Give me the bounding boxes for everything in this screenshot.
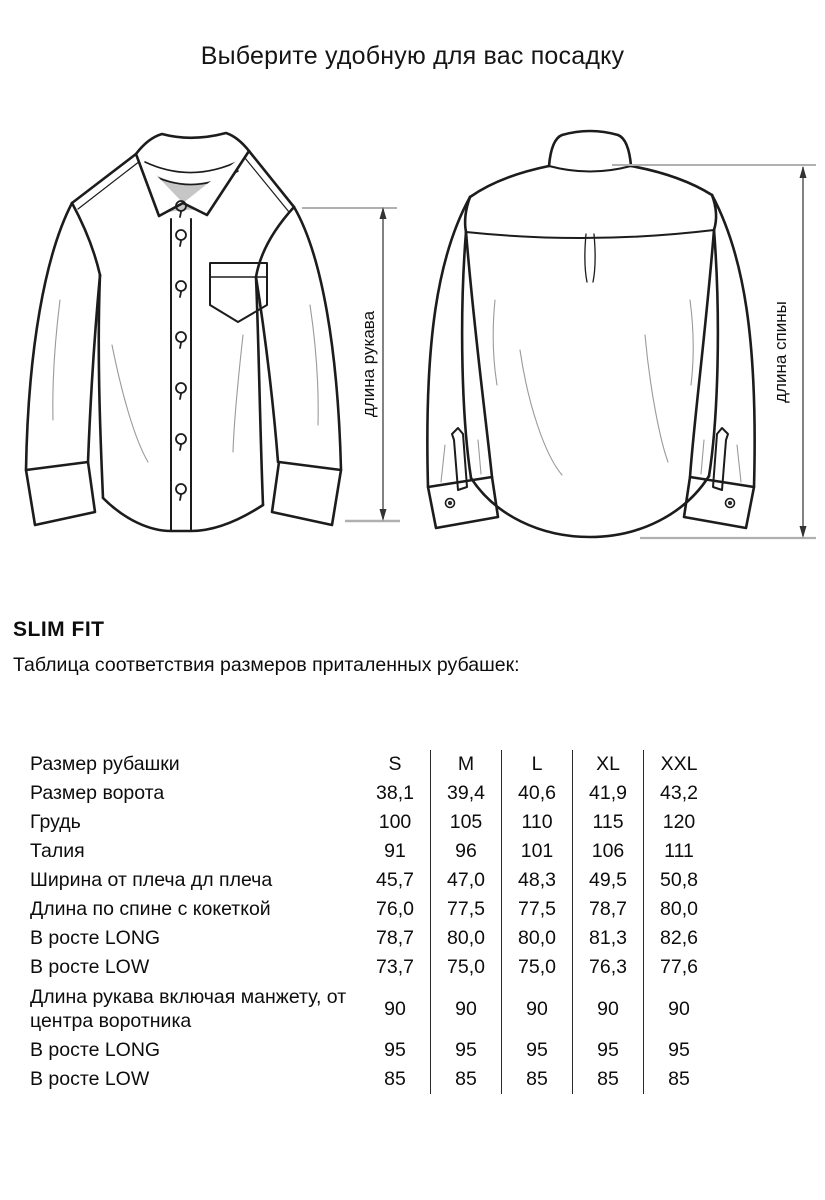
sleeve-length-label: длина рукава (359, 310, 378, 418)
size-row-label: В росте LONG (30, 927, 161, 950)
back-length-label: длина спины (771, 301, 790, 403)
size-value: XXL (644, 750, 715, 779)
shirt-figure (0, 115, 825, 565)
size-value: 85 (644, 1065, 715, 1094)
size-value: 73,7 (376, 956, 414, 978)
size-value: 105 (431, 808, 502, 837)
size-row-label: Размер рубашки (30, 753, 180, 776)
size-value: 50,8 (644, 866, 715, 895)
fit-heading: SLIM FIT (13, 618, 105, 641)
size-row-label: Размер ворота (30, 782, 165, 805)
size-value: 78,7 (573, 895, 644, 924)
size-value: L (502, 750, 573, 779)
size-row-label: Длина по спине с кокеткой (30, 898, 271, 921)
arrow-down-icon (800, 526, 807, 538)
table-row (30, 895, 714, 924)
size-value: 96 (431, 837, 502, 866)
shirt-front-drawing (26, 133, 341, 531)
size-value: 110 (502, 808, 573, 837)
size-value: 75,0 (431, 953, 502, 982)
size-value: 90 (573, 982, 644, 1036)
size-value: M (431, 750, 502, 779)
size-value: 85 (431, 1065, 502, 1094)
button-icons (176, 201, 186, 500)
size-value: 82,6 (644, 924, 715, 953)
table-row (30, 1036, 714, 1065)
size-value: 39,4 (431, 779, 502, 808)
size-value: 95 (573, 1036, 644, 1065)
size-value: 80,0 (502, 924, 573, 953)
size-value: 106 (573, 837, 644, 866)
size-value: 76,0 (376, 898, 414, 920)
page-title: Выберите удобную для вас посадку (200, 42, 625, 70)
arrow-up-icon (800, 166, 807, 178)
size-value: 90 (502, 982, 573, 1036)
shirt-back-drawing (427, 131, 754, 537)
size-row-label: Ширина от плеча дл плеча (30, 869, 273, 892)
size-value: 95 (502, 1036, 573, 1065)
table-row (30, 1065, 714, 1094)
size-value: 90 (384, 997, 406, 1020)
size-row-label: Грудь (30, 811, 81, 834)
size-value: 85 (573, 1065, 644, 1094)
size-row-label: В росте LOW (30, 956, 150, 979)
size-value: 81,3 (573, 924, 644, 953)
table-row (30, 837, 714, 866)
size-value: 111 (644, 837, 715, 866)
back-fold-lines (441, 300, 741, 482)
size-value: 95 (431, 1036, 502, 1065)
size-value: 47,0 (431, 866, 502, 895)
size-value: 85 (384, 1068, 406, 1090)
table-row (30, 953, 714, 982)
size-value: 101 (502, 837, 573, 866)
size-value: 77,6 (644, 953, 715, 982)
size-table (30, 750, 714, 1094)
size-row-label: В росте LONG (30, 1039, 161, 1062)
table-row (30, 808, 714, 837)
size-value: 76,3 (573, 953, 644, 982)
size-value: 41,9 (573, 779, 644, 808)
size-value: XL (573, 750, 644, 779)
size-value: 115 (573, 808, 644, 837)
size-value: 100 (378, 811, 412, 833)
size-value: 95 (644, 1036, 715, 1065)
size-row-label: Длина рукава включая манжету, от центра воротника (30, 985, 347, 1032)
size-value: 77,5 (431, 895, 502, 924)
size-value: 80,0 (644, 895, 715, 924)
size-value: 80,0 (431, 924, 502, 953)
arrow-down-icon (380, 509, 387, 521)
size-value: 49,5 (573, 866, 644, 895)
table-row (30, 779, 714, 808)
size-value: 40,6 (502, 779, 573, 808)
back-pleat-lines (585, 234, 595, 282)
size-value: 77,5 (502, 895, 573, 924)
size-value: 48,3 (502, 866, 573, 895)
size-row-label: Талия (30, 840, 85, 863)
size-value: 95 (384, 1039, 406, 1061)
table-caption: Таблица соответствия размеров приталенных рубашек: (13, 654, 520, 676)
size-value: S (388, 753, 402, 775)
size-value: 91 (384, 840, 406, 862)
size-value: 90 (431, 982, 502, 1036)
size-value: 38,1 (376, 782, 414, 804)
table-row (30, 750, 714, 779)
size-value: 120 (644, 808, 715, 837)
size-value: 45,7 (376, 869, 414, 891)
size-value: 90 (644, 982, 715, 1036)
table-row (30, 982, 714, 1036)
table-row (30, 866, 714, 895)
size-value: 43,2 (644, 779, 715, 808)
size-value: 78,7 (376, 927, 414, 949)
table-row (30, 924, 714, 953)
size-value: 85 (502, 1065, 573, 1094)
size-row-label: В росте LOW (30, 1068, 150, 1091)
size-value: 75,0 (502, 953, 573, 982)
